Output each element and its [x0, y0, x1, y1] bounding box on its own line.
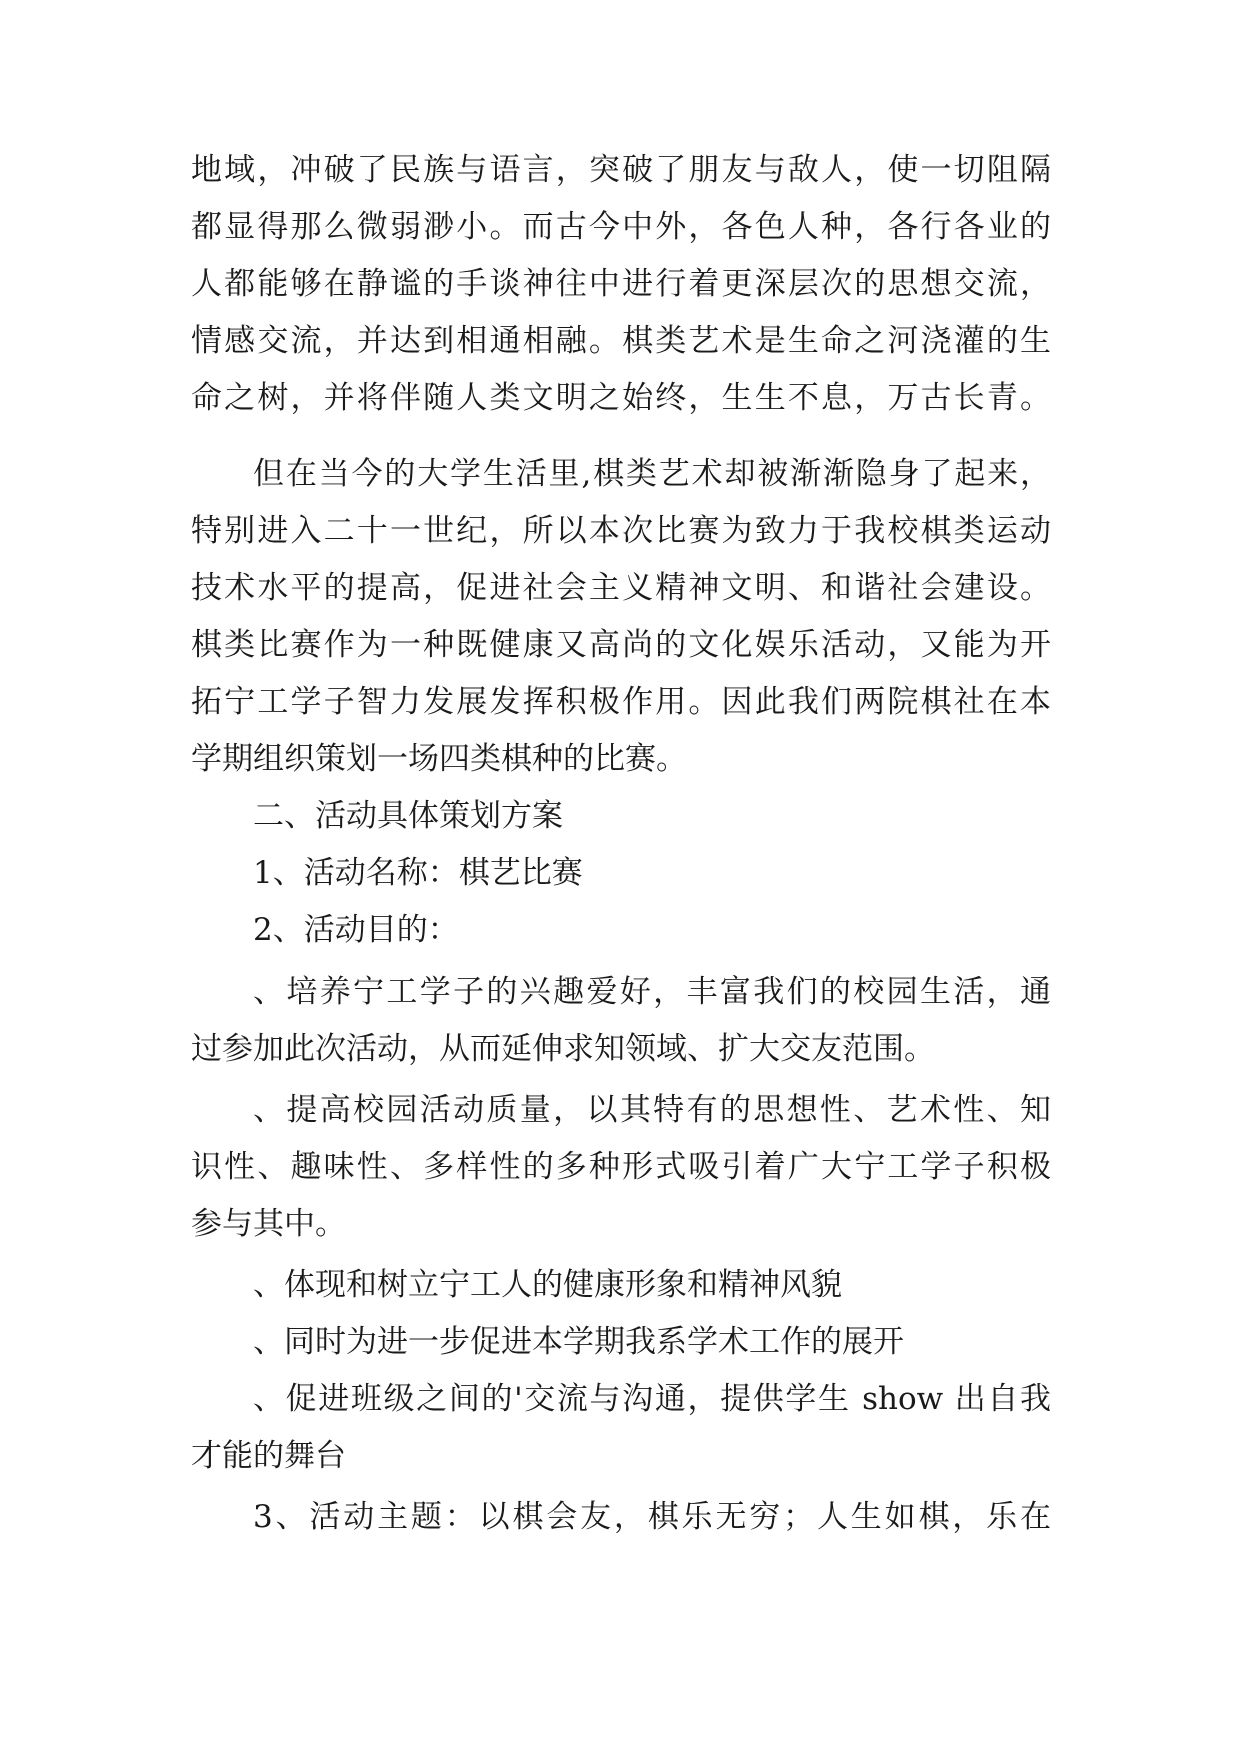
text-line: 都显得那么微弱渺小。而古今中外，各色人种，各行各业的 — [191, 209, 1051, 245]
text-line: 3、活动主题：以棋会友，棋乐无穷；人生如棋，乐在 — [253, 1499, 1051, 1535]
text-line: 学期组织策划一场四类棋种的比赛。 — [191, 741, 687, 777]
text-line: 人都能够在静谧的手谈神往中进行着更深层次的思想交流， — [191, 266, 1051, 302]
text-line: 1、活动名称：棋艺比赛 — [253, 855, 583, 891]
text-line: 才能的舞台 — [191, 1438, 346, 1474]
text-line: 识性、趣味性、多样性的多种形式吸引着广大宁工学子积极 — [191, 1149, 1051, 1185]
text-line: 、提高校园活动质量，以其特有的思想性、艺术性、知 — [253, 1092, 1051, 1128]
text-line: 、体现和树立宁工人的健康形象和精神风貌 — [253, 1267, 842, 1303]
text-line: 但在当今的大学生活里,棋类艺术却被渐渐隐身了起来， — [253, 456, 1051, 492]
text-line: 、同时为进一步促进本学期我系学术工作的展开 — [253, 1324, 904, 1360]
text-line: 技术水平的提高，促进社会主义精神文明、和谐社会建设。 — [191, 570, 1051, 606]
text-line: 棋类比赛作为一种既健康又高尚的文化娱乐活动，又能为开 — [191, 627, 1051, 663]
text-line: 过参加此次活动，从而延伸求知领域、扩大交友范围。 — [191, 1031, 935, 1067]
section-heading: 二、活动具体策划方案 — [253, 798, 563, 834]
text-line: 特别进入二十一世纪，所以本次比赛为致力于我校棋类运动 — [191, 513, 1051, 549]
text-line: 、培养宁工学子的兴趣爱好，丰富我们的校园生活，通 — [253, 974, 1051, 1010]
text-line: 拓宁工学子智力发展发挥积极作用。因此我们两院棋社在本 — [191, 684, 1051, 720]
text-line: 2、活动目的： — [253, 912, 459, 948]
text-line: 命之树，并将伴随人类文明之始终，生生不息，万古长青。 — [191, 380, 1051, 416]
text-line: 参与其中。 — [191, 1206, 346, 1242]
text-line: 情感交流，并达到相通相融。棋类艺术是生命之河浇灌的生 — [191, 323, 1051, 359]
text-line: 地域，冲破了民族与语言，突破了朋友与敌人，使一切阻隔 — [191, 152, 1051, 188]
text-line: 、促进班级之间的'交流与沟通，提供学生 show 出自我 — [253, 1381, 1051, 1417]
